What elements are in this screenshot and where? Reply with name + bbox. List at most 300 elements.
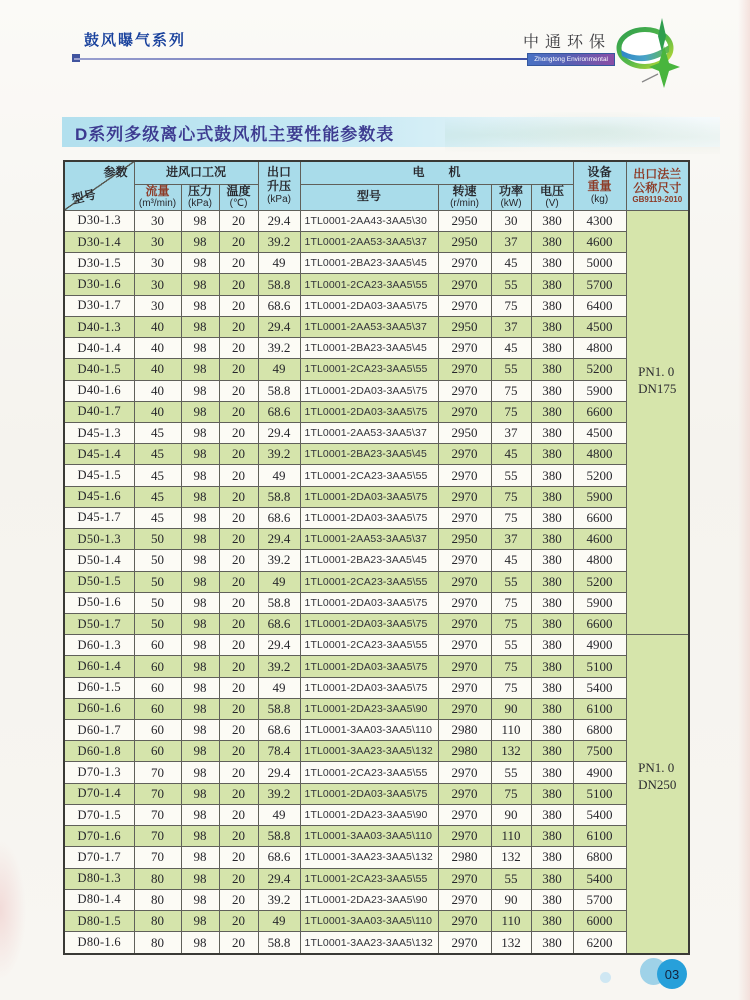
cell-motor-power: 110	[491, 826, 531, 847]
cell-pressure: 98	[181, 804, 219, 825]
cell-pressure: 98	[181, 571, 219, 592]
cell-motor-power: 90	[491, 804, 531, 825]
cell-flow: 80	[134, 889, 181, 910]
header-boost	[258, 161, 300, 210]
cell-flow: 50	[134, 613, 181, 634]
table-row	[64, 274, 689, 295]
header-voltage-label: 电压	[540, 183, 565, 198]
brand-name-en: Zhongtong Environmental	[534, 56, 608, 63]
header-boost-unit: (kPa)	[267, 193, 291, 205]
cell-motor-power: 132	[491, 932, 531, 954]
cell-motor-power: 37	[491, 316, 531, 337]
cell-temperature: 20	[219, 720, 258, 741]
cell-motor-power: 55	[491, 359, 531, 380]
cell-boost-pressure: 58.8	[258, 380, 300, 401]
cell-flow: 40	[134, 316, 181, 337]
header-flange	[626, 161, 689, 210]
cell-pressure: 98	[181, 338, 219, 359]
cell-motor-power: 75	[491, 783, 531, 804]
cell-model: D80-1.6	[64, 932, 134, 954]
header-flow-unit: (m³/min)	[138, 198, 177, 210]
cell-motor-power: 90	[491, 889, 531, 910]
cell-weight: 5400	[573, 868, 626, 889]
cell-motor-voltage: 380	[531, 932, 573, 954]
cell-motor-model: 1TL0001-2DA23-3AA5\90	[300, 804, 438, 825]
cell-motor-voltage: 380	[531, 783, 573, 804]
cell-motor-model: 1TL0001-2DA23-3AA5\90	[300, 889, 438, 910]
table-row	[64, 868, 689, 889]
cell-boost-pressure: 29.4	[258, 316, 300, 337]
cell-weight: 5100	[573, 656, 626, 677]
cell-motor-speed: 2970	[438, 698, 491, 719]
cell-boost-pressure: 49	[258, 253, 300, 274]
cell-boost-pressure: 58.8	[258, 274, 300, 295]
cell-motor-model: 1TL0001-2AA53-3AA5\37	[300, 316, 438, 337]
cell-boost-pressure: 49	[258, 571, 300, 592]
cell-motor-model: 1TL0001-2DA03-3AA5\75	[300, 507, 438, 528]
cell-flow: 50	[134, 592, 181, 613]
cell-model: D70-1.3	[64, 762, 134, 783]
header-weight-l1: 设备	[587, 165, 612, 180]
cell-motor-power: 75	[491, 656, 531, 677]
cell-motor-power: 37	[491, 232, 531, 253]
brand-name: 中通环保	[523, 34, 612, 51]
cell-flow: 80	[134, 911, 181, 932]
cell-weight: 6200	[573, 932, 626, 954]
cell-motor-speed: 2970	[438, 592, 491, 613]
cell-motor-voltage: 380	[531, 507, 573, 528]
cell-weight: 6600	[573, 507, 626, 528]
cell-pressure: 98	[181, 486, 219, 507]
cell-motor-power: 75	[491, 380, 531, 401]
cell-boost-pressure: 68.6	[258, 295, 300, 316]
cell-model: D60-1.5	[64, 677, 134, 698]
cell-flow: 45	[134, 486, 181, 507]
cell-temperature: 20	[219, 804, 258, 825]
cell-model: D45-1.4	[64, 444, 134, 465]
cell-motor-speed: 2970	[438, 677, 491, 698]
cell-motor-model: 1TL0001-2CA23-3AA5\55	[300, 571, 438, 592]
cell-motor-voltage: 380	[531, 720, 573, 741]
cell-motor-voltage: 380	[531, 741, 573, 762]
cell-motor-speed: 2970	[438, 932, 491, 954]
cell-pressure: 98	[181, 253, 219, 274]
cell-temperature: 20	[219, 232, 258, 253]
cell-weight: 5900	[573, 486, 626, 507]
cell-motor-power: 75	[491, 592, 531, 613]
cell-motor-power: 110	[491, 911, 531, 932]
cell-motor-power: 30	[491, 210, 531, 231]
header-corner	[64, 161, 134, 210]
header-power-label: 功率	[499, 183, 524, 198]
cell-flow: 70	[134, 783, 181, 804]
cell-pressure: 98	[181, 613, 219, 634]
table-row	[64, 253, 689, 274]
cell-motor-voltage: 380	[531, 529, 573, 550]
cell-motor-speed: 2970	[438, 635, 491, 656]
cell-motor-speed: 2950	[438, 232, 491, 253]
table-row	[64, 232, 689, 253]
cell-motor-power: 55	[491, 465, 531, 486]
cell-model: D30-1.6	[64, 274, 134, 295]
cell-boost-pressure: 68.6	[258, 401, 300, 422]
cell-motor-speed: 2950	[438, 529, 491, 550]
cell-boost-pressure: 49	[258, 359, 300, 380]
header-power-unit: (kW)	[500, 198, 522, 210]
cell-motor-model: 1TL0001-2BA23-3AA5\45	[300, 550, 438, 571]
cell-weight: 4600	[573, 232, 626, 253]
cell-weight: 6600	[573, 613, 626, 634]
header-flange-l2: 公称尺寸	[633, 181, 682, 196]
cell-pressure: 98	[181, 274, 219, 295]
cell-boost-pressure: 68.6	[258, 720, 300, 741]
table-row	[64, 762, 689, 783]
header-pressure-label: 压力	[187, 183, 212, 198]
footer-dot-small	[600, 972, 611, 983]
cell-pressure: 98	[181, 550, 219, 571]
cell-temperature: 20	[219, 613, 258, 634]
cell-flow: 45	[134, 444, 181, 465]
cell-boost-pressure: 58.8	[258, 486, 300, 507]
cell-motor-power: 132	[491, 741, 531, 762]
cell-motor-speed: 2980	[438, 741, 491, 762]
cell-flow: 40	[134, 401, 181, 422]
table-row	[64, 677, 689, 698]
cell-motor-model: 1TL0001-3AA03-3AA5\110	[300, 720, 438, 741]
header-rule	[74, 58, 529, 60]
cell-weight: 4800	[573, 550, 626, 571]
header-flange-l1: 出口法兰	[633, 166, 682, 181]
cell-weight: 5200	[573, 359, 626, 380]
cell-flow: 45	[134, 465, 181, 486]
cell-weight: 5900	[573, 592, 626, 613]
cell-temperature: 20	[219, 422, 258, 443]
cell-flow: 80	[134, 868, 181, 889]
cell-temperature: 20	[219, 507, 258, 528]
cell-weight: 4500	[573, 316, 626, 337]
cell-motor-voltage: 380	[531, 380, 573, 401]
cell-motor-speed: 2970	[438, 783, 491, 804]
cell-motor-power: 37	[491, 529, 531, 550]
cell-motor-model: 1TL0001-2CA23-3AA5\55	[300, 359, 438, 380]
cell-motor-model: 1TL0001-2DA03-3AA5\75	[300, 677, 438, 698]
cell-motor-voltage: 380	[531, 847, 573, 868]
scan-smudge	[0, 840, 26, 980]
cell-motor-power: 55	[491, 274, 531, 295]
cell-model: D60-1.7	[64, 720, 134, 741]
cell-motor-power: 75	[491, 613, 531, 634]
cell-motor-model: 1TL0001-2CA23-3AA5\55	[300, 635, 438, 656]
cell-pressure: 98	[181, 677, 219, 698]
table-row	[64, 529, 689, 550]
cell-motor-voltage: 380	[531, 762, 573, 783]
table-row	[64, 889, 689, 910]
cell-model: D30-1.3	[64, 210, 134, 231]
cell-weight: 6100	[573, 698, 626, 719]
table-header	[64, 161, 689, 210]
table-row	[64, 507, 689, 528]
cell-boost-pressure: 68.6	[258, 507, 300, 528]
cell-motor-voltage: 380	[531, 656, 573, 677]
cell-temperature: 20	[219, 911, 258, 932]
cell-pressure: 98	[181, 295, 219, 316]
cell-temperature: 20	[219, 677, 258, 698]
cell-motor-power: 55	[491, 571, 531, 592]
cell-temperature: 20	[219, 762, 258, 783]
table-row	[64, 380, 689, 401]
header-speed-unit: (r/min)	[450, 198, 479, 210]
cell-pressure: 98	[181, 698, 219, 719]
cell-temperature: 20	[219, 550, 258, 571]
cell-model: D40-1.3	[64, 316, 134, 337]
cell-temperature: 20	[219, 444, 258, 465]
cell-flow: 30	[134, 232, 181, 253]
cell-flow: 60	[134, 656, 181, 677]
cell-pressure: 98	[181, 359, 219, 380]
cell-flow: 50	[134, 529, 181, 550]
table-row	[64, 804, 689, 825]
cell-pressure: 98	[181, 826, 219, 847]
cell-motor-speed: 2970	[438, 401, 491, 422]
cell-flow: 30	[134, 295, 181, 316]
cell-motor-speed: 2970	[438, 868, 491, 889]
cell-weight: 4500	[573, 422, 626, 443]
cell-boost-pressure: 29.4	[258, 529, 300, 550]
cell-motor-model: 1TL0001-2BA23-3AA5\45	[300, 338, 438, 359]
cell-model: D40-1.6	[64, 380, 134, 401]
cell-motor-model: 1TL0001-2AA53-3AA5\37	[300, 232, 438, 253]
cell-motor-model: 1TL0001-2DA03-3AA5\75	[300, 592, 438, 613]
cell-motor-model: 1TL0001-3AA23-3AA5\132	[300, 932, 438, 954]
cell-model: D50-1.4	[64, 550, 134, 571]
table-row	[64, 571, 689, 592]
cell-motor-power: 90	[491, 698, 531, 719]
header-pressure	[181, 184, 219, 210]
cell-motor-voltage: 380	[531, 274, 573, 295]
cell-model: D45-1.6	[64, 486, 134, 507]
cell-weight: 5000	[573, 253, 626, 274]
cell-motor-speed: 2970	[438, 613, 491, 634]
cell-pressure: 98	[181, 380, 219, 401]
cell-temperature: 20	[219, 571, 258, 592]
cell-motor-speed: 2970	[438, 550, 491, 571]
header-voltage-unit: (V)	[545, 198, 559, 210]
cell-boost-pressure: 49	[258, 677, 300, 698]
table-row	[64, 741, 689, 762]
cell-temperature: 20	[219, 826, 258, 847]
cell-model: D70-1.6	[64, 826, 134, 847]
cell-motor-speed: 2970	[438, 359, 491, 380]
cell-weight: 6600	[573, 401, 626, 422]
cell-pressure: 98	[181, 635, 219, 656]
cell-weight: 5900	[573, 380, 626, 401]
cell-temperature: 20	[219, 295, 258, 316]
cell-motor-voltage: 380	[531, 316, 573, 337]
header-pressure-unit: (kPa)	[188, 198, 212, 210]
cell-model: D80-1.3	[64, 868, 134, 889]
cell-boost-pressure: 49	[258, 911, 300, 932]
cell-flow: 30	[134, 274, 181, 295]
cell-motor-power: 75	[491, 486, 531, 507]
cell-motor-voltage: 380	[531, 338, 573, 359]
cell-motor-power: 37	[491, 422, 531, 443]
cell-boost-pressure: 68.6	[258, 613, 300, 634]
cell-motor-speed: 2970	[438, 656, 491, 677]
table-row	[64, 635, 689, 656]
cell-motor-speed: 2970	[438, 253, 491, 274]
cell-motor-voltage: 380	[531, 401, 573, 422]
cell-motor-model: 1TL0001-2DA03-3AA5\75	[300, 486, 438, 507]
cell-temperature: 20	[219, 401, 258, 422]
cell-model: D50-1.3	[64, 529, 134, 550]
cell-pressure: 98	[181, 316, 219, 337]
cell-weight: 4600	[573, 529, 626, 550]
cell-motor-model: 1TL0001-2CA23-3AA5\55	[300, 465, 438, 486]
cell-pressure: 98	[181, 932, 219, 954]
cell-boost-pressure: 58.8	[258, 592, 300, 613]
cell-motor-voltage: 380	[531, 592, 573, 613]
table-row	[64, 338, 689, 359]
cell-boost-pressure: 29.4	[258, 762, 300, 783]
cell-motor-power: 55	[491, 868, 531, 889]
table-body	[64, 210, 689, 954]
cell-motor-power: 75	[491, 677, 531, 698]
page-number-badge	[657, 959, 687, 989]
cell-flow: 40	[134, 380, 181, 401]
cell-motor-model: 1TL0001-2AA43-3AA5\30	[300, 210, 438, 231]
cell-motor-model: 1TL0001-2BA23-3AA5\45	[300, 253, 438, 274]
cell-motor-power: 75	[491, 401, 531, 422]
cell-boost-pressure: 68.6	[258, 847, 300, 868]
cell-model: D80-1.4	[64, 889, 134, 910]
cell-motor-power: 110	[491, 720, 531, 741]
cell-weight: 6800	[573, 847, 626, 868]
cell-flow: 40	[134, 338, 181, 359]
cell-temperature: 20	[219, 635, 258, 656]
table-row	[64, 486, 689, 507]
cell-temperature: 20	[219, 698, 258, 719]
cell-motor-power: 45	[491, 444, 531, 465]
cell-boost-pressure: 39.2	[258, 444, 300, 465]
cell-motor-model: 1TL0001-2BA23-3AA5\45	[300, 444, 438, 465]
table-row	[64, 295, 689, 316]
cell-model: D70-1.5	[64, 804, 134, 825]
cell-model: D60-1.8	[64, 741, 134, 762]
header-boost-l2: 升压	[267, 179, 292, 194]
cell-motor-voltage: 380	[531, 826, 573, 847]
cell-boost-pressure: 39.2	[258, 889, 300, 910]
cell-motor-speed: 2980	[438, 847, 491, 868]
cell-weight: 5700	[573, 274, 626, 295]
cell-motor-voltage: 380	[531, 804, 573, 825]
cell-motor-model: 1TL0001-3AA23-3AA5\132	[300, 847, 438, 868]
cell-pressure: 98	[181, 889, 219, 910]
header-temperature-label: 温度	[226, 183, 251, 198]
cell-flow: 50	[134, 550, 181, 571]
cell-motor-speed: 2970	[438, 444, 491, 465]
cell-motor-voltage: 380	[531, 444, 573, 465]
cell-outlet-flange: PN1. 0 DN250	[626, 635, 689, 954]
cell-model: D40-1.7	[64, 401, 134, 422]
cell-pressure: 98	[181, 741, 219, 762]
cell-motor-model: 1TL0001-2DA03-3AA5\75	[300, 380, 438, 401]
cell-flow: 70	[134, 847, 181, 868]
cell-pressure: 98	[181, 847, 219, 868]
cell-weight: 4300	[573, 210, 626, 231]
brand-name-en-bar	[527, 53, 615, 66]
brand-logo-icon	[612, 18, 704, 90]
header-temperature	[219, 184, 258, 210]
cell-motor-speed: 2970	[438, 911, 491, 932]
table-row	[64, 422, 689, 443]
cell-motor-voltage: 380	[531, 422, 573, 443]
header-motor-model: 型号	[300, 184, 438, 210]
table-row	[64, 656, 689, 677]
header-temperature-unit: (℃)	[229, 198, 248, 210]
header-corner-model: 型号	[70, 187, 98, 207]
header-flange-std: GB9119-2010	[632, 195, 683, 205]
cell-motor-power: 55	[491, 762, 531, 783]
cell-flow: 40	[134, 359, 181, 380]
cell-weight: 6400	[573, 295, 626, 316]
header-voltage	[531, 184, 573, 210]
cell-boost-pressure: 58.8	[258, 932, 300, 954]
cell-motor-voltage: 380	[531, 232, 573, 253]
header-corner-param: 参数	[103, 165, 128, 179]
cell-temperature: 20	[219, 486, 258, 507]
cell-model: D45-1.7	[64, 507, 134, 528]
cell-model: D70-1.4	[64, 783, 134, 804]
cell-flow: 70	[134, 762, 181, 783]
cell-flow: 60	[134, 635, 181, 656]
cell-flow: 70	[134, 826, 181, 847]
cell-pressure: 98	[181, 911, 219, 932]
cell-flow: 70	[134, 804, 181, 825]
table-row	[64, 444, 689, 465]
table-row	[64, 465, 689, 486]
cell-boost-pressure: 39.2	[258, 338, 300, 359]
cell-motor-voltage: 380	[531, 465, 573, 486]
cell-motor-model: 1TL0001-2DA03-3AA5\75	[300, 401, 438, 422]
cell-motor-speed: 2970	[438, 380, 491, 401]
cell-flow: 60	[134, 698, 181, 719]
cell-boost-pressure: 58.8	[258, 698, 300, 719]
cell-motor-speed: 2970	[438, 295, 491, 316]
cell-model: D45-1.3	[64, 422, 134, 443]
cell-weight: 6800	[573, 720, 626, 741]
cell-motor-voltage: 380	[531, 889, 573, 910]
cell-motor-voltage: 380	[531, 210, 573, 231]
header-weight	[573, 161, 626, 210]
header-flow-label: 流量	[145, 183, 170, 198]
cell-weight: 5100	[573, 783, 626, 804]
cell-temperature: 20	[219, 380, 258, 401]
cell-boost-pressure: 39.2	[258, 656, 300, 677]
cell-weight: 6000	[573, 911, 626, 932]
cell-motor-voltage: 380	[531, 550, 573, 571]
cell-pressure: 98	[181, 232, 219, 253]
cell-motor-voltage: 380	[531, 868, 573, 889]
cell-boost-pressure: 29.4	[258, 635, 300, 656]
cell-model: D50-1.6	[64, 592, 134, 613]
cell-motor-power: 132	[491, 847, 531, 868]
cell-motor-model: 1TL0001-2CA23-3AA5\55	[300, 274, 438, 295]
cell-weight: 5200	[573, 465, 626, 486]
cell-temperature: 20	[219, 592, 258, 613]
cell-pressure: 98	[181, 592, 219, 613]
header-power	[491, 184, 531, 210]
cell-motor-voltage: 380	[531, 613, 573, 634]
